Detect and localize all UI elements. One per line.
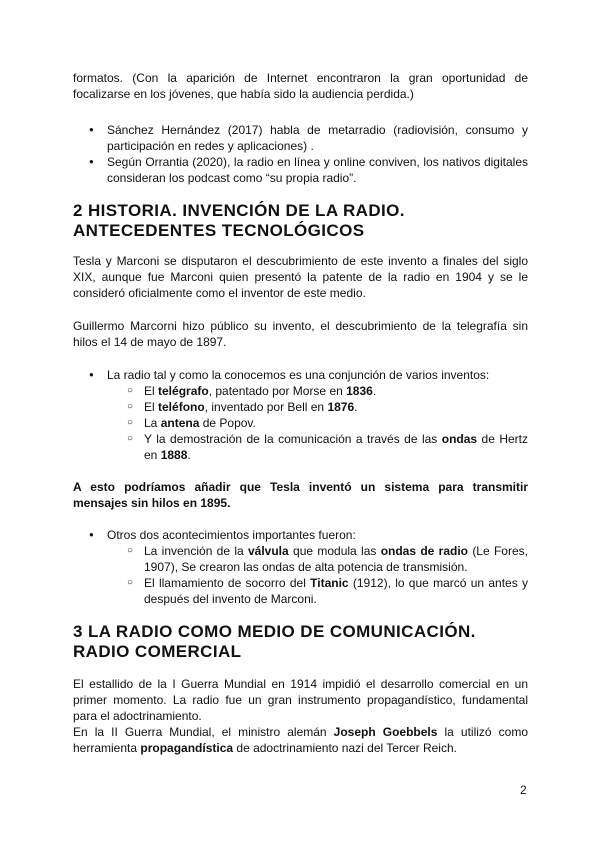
paragraph (73, 724, 528, 756)
text: que modula las (288, 544, 381, 558)
bold-text: 1876 (327, 400, 355, 414)
text: Y la demostración de la comunicación a través de las (144, 432, 442, 446)
list-item: ● Sánchez Hernández (2017) habla de metarradio (radiovisión, consumo y participación en redes y aplicaciones) . (107, 122, 528, 154)
text: (1912), lo que marcó un antes y después del invento de Marconi. (144, 576, 528, 606)
text: de adoctrinamiento nazi del Tercer Reich. (233, 741, 457, 755)
bold-text: Titanic (310, 576, 349, 590)
sub-list-item (144, 399, 528, 415)
bold-paragraph: A esto podríamos añadir que Tesla inventó un sistema para transmitir mensajes sin hilos en 1895. (73, 480, 528, 510)
list-item: ● Según Orrantia (2020), la radio en línea y online conviven, los nativos digitales consideran los podcast como “su propia radio”. (107, 154, 528, 186)
bold-text: 1836 (346, 384, 373, 398)
text: En la II Guerra Mundial, el ministro alemán (73, 725, 334, 739)
text: . (187, 448, 191, 462)
text: . (354, 400, 358, 414)
text: de Hertz en (144, 432, 528, 462)
bold-text: ondas de radio (380, 544, 468, 558)
paragraph: Guillermo Marcorni hizo público su invento, el descubrimiento de la telegrafía sin hilos el 14 de mayo de 1897. (73, 319, 528, 349)
list-item: ● La radio tal y como la conocemos es una conjunción de varios inventos: (107, 367, 528, 383)
bold-text: propagandística (140, 741, 234, 755)
section-heading-radio-comercial: 3 LA RADIO COMO MEDIO DE COMUNICACIÓN. RADIO COMERCIAL (73, 622, 476, 661)
sub-list-item (144, 383, 528, 399)
text: . (372, 384, 377, 398)
sub-list-item (144, 415, 528, 431)
section-heading-historia: 2 HISTORIA. INVENCIÓN DE LA RADIO. ANTECEDENTES TECNOLÓGICOS (73, 201, 405, 240)
paragraph: Tesla y Marconi se disputaron el descubrimiento de este invento a finales del siglo XIX, aunque fue Marconi quien presentó la patente de la radio en 1904 y se le consideró oficialmente como el inventor de este medio. (73, 254, 528, 300)
text: , inventado por Bell en (204, 400, 328, 414)
text: , patentado por Morse en (208, 384, 347, 398)
sub-list-item (144, 575, 528, 607)
list-item: ● Otros dos acontecimientos importantes fueron: (107, 527, 528, 543)
text: La (144, 416, 161, 430)
page-number: 2 (520, 783, 527, 797)
paragraph: El estallido de la I Guerra Mundial en 1914 impidió el desarrollo comercial en un primer momento. La radio fue un gran instrumento propagandístico, fundamental para el adoctrinamiento. (73, 677, 528, 723)
text: de Popov. (199, 416, 256, 430)
sub-list-item (144, 431, 528, 463)
text: El (144, 400, 159, 414)
text: la utilizó como herramienta (73, 725, 528, 755)
bold-text: 1888 (160, 448, 188, 462)
bold-text: Joseph Goebbels (333, 725, 438, 739)
intro-paragraph: formatos. (Con la aparición de Internet encontraron la gran oportunidad de focalizarse en los jóvenes, que había sido la audiencia perdida.) (73, 71, 528, 101)
bold-text: antena (160, 416, 200, 430)
bold-text: válvula (248, 544, 289, 558)
text: (Le Fores, 1907), Se crearon las ondas de alta potencia de transmisión. (144, 544, 528, 574)
text: La invención de la (144, 544, 248, 558)
bold-text: telégrafo (158, 384, 209, 398)
bold-text: ondas (441, 432, 478, 446)
text: El (144, 384, 159, 398)
bold-text: teléfono (158, 400, 205, 414)
sub-list-item (144, 543, 528, 575)
text: El llamamiento de socorro del (144, 576, 311, 590)
